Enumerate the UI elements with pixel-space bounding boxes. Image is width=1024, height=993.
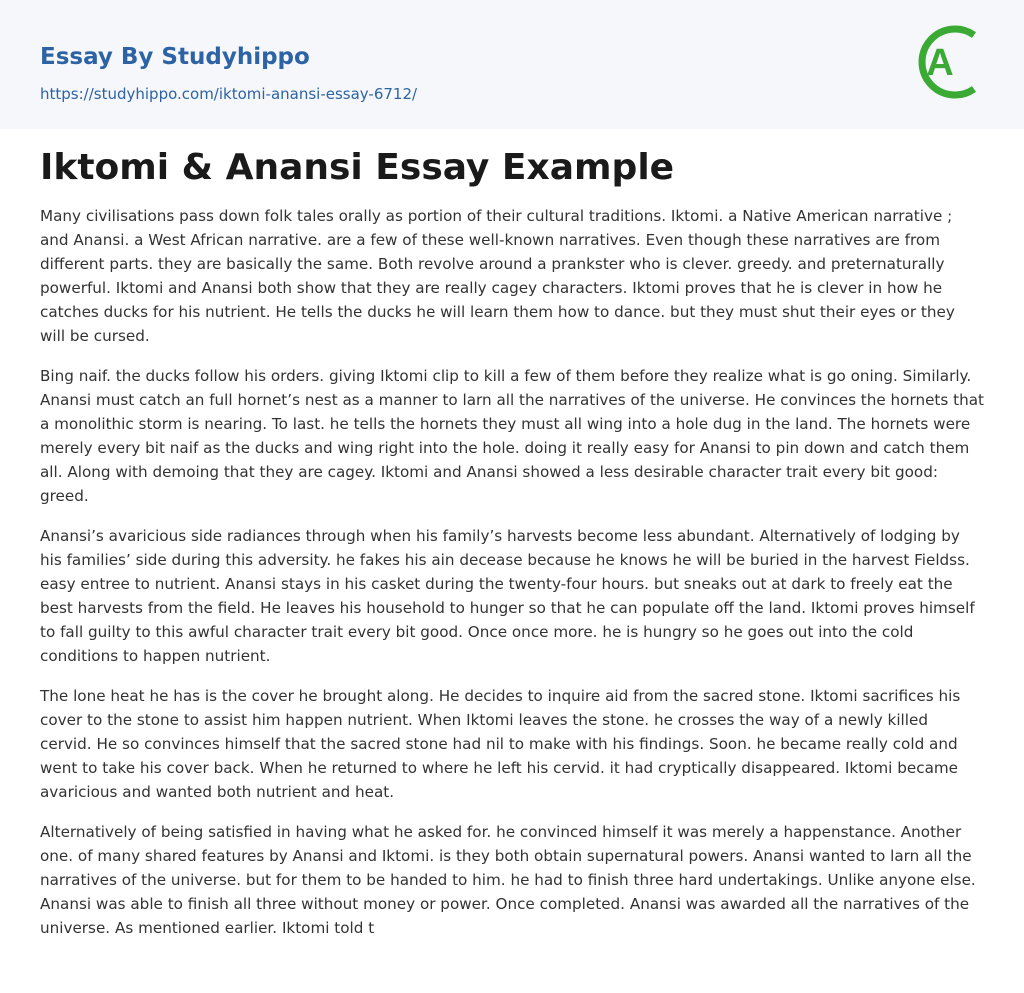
essay-paragraph: The lone heat he has is the cover he brought along. He decides to inquire aid from the sacred stone. Iktomi sacrifices his cover to the stone to assist him happen nutrient. When Iktomi leaves the stone. he crosses the way of a newly killed cervid. He so convinces himself that the sacred stone had nil to make with his findings. Soon. he became really cold and went to take his cover back. When he returned to where he left his cervid. it had cryptically disappeared. Iktomi became avaricious and wanted both nutrient and heat.: [40, 687, 961, 801]
essay-body: [40, 204, 984, 940]
essay-url-link[interactable]: https://studyhippo.com/iktomi-anansi-essay-6712/: [40, 85, 418, 103]
essay-paragraph: Many civilisations pass down folk tales orally as portion of their cultural traditions. Iktomi. a Native American narrative ; and Anansi. a West African narrative. are a few of these well-known narratives. Even though these narratives are from different parts. they are basically the same. Both revolve around a prankster who is clever. greedy. and preternaturally powerful. Iktomi and Anansi both show that they are really cagey characters. Iktomi proves that he is clever in how he catches ducks for his nutrient. He tells the ducks he will learn them how to dance. but they must shut their eyes or they will be cursed.: [40, 207, 955, 345]
site-brand[interactable]: Essay By Studyhippo: [40, 44, 310, 70]
essay-title: Iktomi & Anansi Essay Example: [40, 147, 675, 188]
essay-paragraph: Alternatively of being satisfied in having what he asked for. he convinced himself it was merely a happenstance. Another one. of many shared features by Anansi and Iktomi. is they both obtain supernatural powers. Anansi wanted to larn all the narratives of the universe. but for them to be handed to him. he had to finish three hard undertakings. Unlike anyone else. Anansi was able to finish all three without money or power. Once completed. Anansi was awarded all the narratives of the universe. As mentioned earlier. Iktomi told t: [40, 823, 976, 937]
essay-paragraph: Bing naif. the ducks follow his orders. giving Iktomi clip to kill a few of them before they realize what is go oning. Similarly. Anansi must catch an full hornet’s nest as a manner to larn all the narratives of the universe. He convinces the hornets that a monolithic storm is nearing. To last. he tells the hornets they must all wing into a hole dug in the land. The hornets were merely every bit naif as the ducks and wing right into the hole. doing it really easy for Anansi to pin down and catch them all. Along with demoing that they are cagey. Iktomi and Anansi showed a less desirable character trait every bit good: greed.: [40, 367, 984, 505]
studyhippo-logo-icon[interactable]: [912, 19, 986, 105]
site-header: [0, 0, 1024, 129]
logo-letter: A: [926, 42, 954, 84]
essay-paragraph: Anansi’s avaricious side radiances through when his family’s harvests become less abundant. Alternatively of lodging by his families’ side during this adversity. he fakes his ain decease because he knows he will be buried in the harvest Fieldss. easy entree to nutrient. Anansi stays in his casket during the twenty-four hours. but sneaks out at dark to freely eat the best harvests from the field. He leaves his household to hunger so that he can populate off the land. Iktomi proves himself to fall guilty to this awful character trait every bit good. Once once more. he is hungry so he goes out into the cold conditions to happen nutrient.: [40, 527, 975, 665]
